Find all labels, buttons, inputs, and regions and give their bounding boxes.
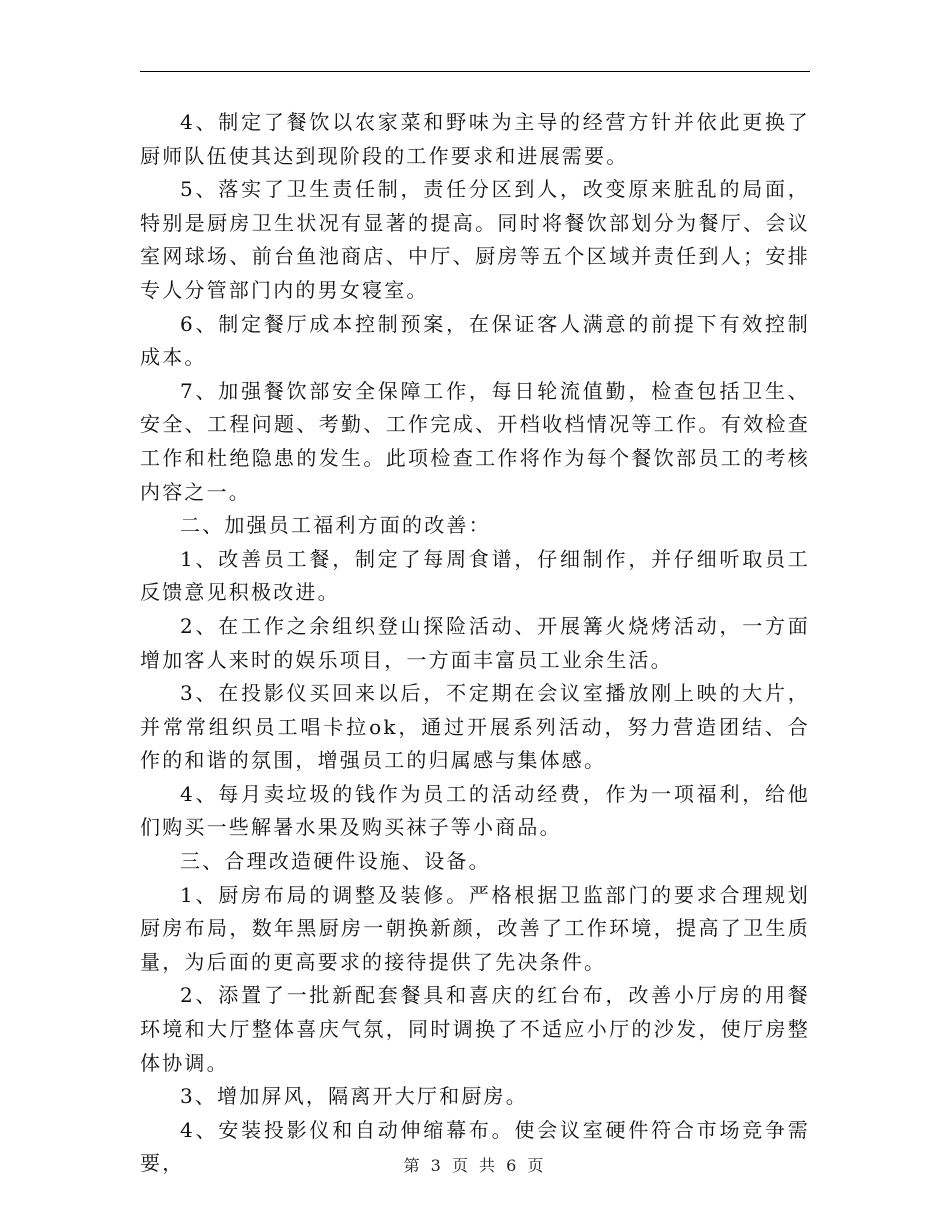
paragraph: 4、每月卖垃圾的钱作为员工的活动经费，作为一项福利，给他们购买一些解暑水果及购买袜子等小商品。: [140, 781, 810, 840]
header-rule: [140, 71, 810, 72]
paragraph: 6、制定餐厅成本控制预案，在保证客人满意的前提下有效控制成本。: [140, 311, 810, 370]
paragraph: 1、改善员工餐，制定了每周食谱，仔细制作，并仔细听取员工反馈意见积极改进。: [140, 546, 810, 605]
page-footer: 第 3 页 共 6 页: [403, 1156, 547, 1175]
paragraph: 1、厨房布局的调整及装修。严格根据卫监部门的要求合理规划厨房布局，数年黑厨房一朝换新颜，改善了工作环境，提高了卫生质量，为后面的更高要求的接待提供了先决条件。: [140, 882, 810, 974]
paragraph: 5、落实了卫生责任制，责任分区到人，改变原来脏乱的局面，特别是厨房卫生状况有显著的提高。同时将餐饮部划分为餐厅、会议室网球场、前台鱼池商店、中厅、厨房等五个区域并责任到人；安排专人分管部门内的男女寝室。: [140, 177, 810, 302]
paragraph: 3、在投影仪买回来以后，不定期在会议室播放刚上映的大片，并常常组织员工唱卡拉ok，通过开展系列活动，努力营造团结、合作的和谐的氛围，增强员工的归属感与集体感。: [140, 681, 810, 773]
paragraph: 2、在工作之余组织登山探险活动、开展篝火烧烤活动，一方面增加客人来时的娱乐项目，一方面丰富员工业余生活。: [140, 613, 810, 672]
section-heading: 三、合理改造硬件设施、设备。: [180, 849, 491, 874]
section-heading: 二、加强员工福利方面的改善：: [180, 513, 491, 538]
paragraph: 7、加强餐饮部安全保障工作，每日轮流值勤，检查包括卫生、安全、工程问题、考勤、工作完成、开档收档情况等工作。有效检查工作和杜绝隐患的发生。此项检查工作将作为每个餐饮部员工的考核内容之一。: [140, 378, 810, 504]
paragraph: 4、制定了餐饮以农家菜和野味为主导的经营方针并依此更换了厨师队伍使其达到现阶段的工作要求和进展需要。: [140, 110, 810, 168]
paragraph: 3、增加屏风，隔离开大厅和厨房。: [180, 1084, 528, 1109]
document-body: [140, 106, 810, 1181]
paragraph: 4、安装投影仪和自动伸缩幕布。使会议室硬件符合市场竞争需要，: [140, 1117, 810, 1176]
paragraph: 2、添置了一批新配套餐具和喜庆的红台布，改善小厅房的用餐环境和大厅整体喜庆气氛，同时调换了不适应小厅的沙发，使厅房整体协调。: [140, 983, 810, 1075]
